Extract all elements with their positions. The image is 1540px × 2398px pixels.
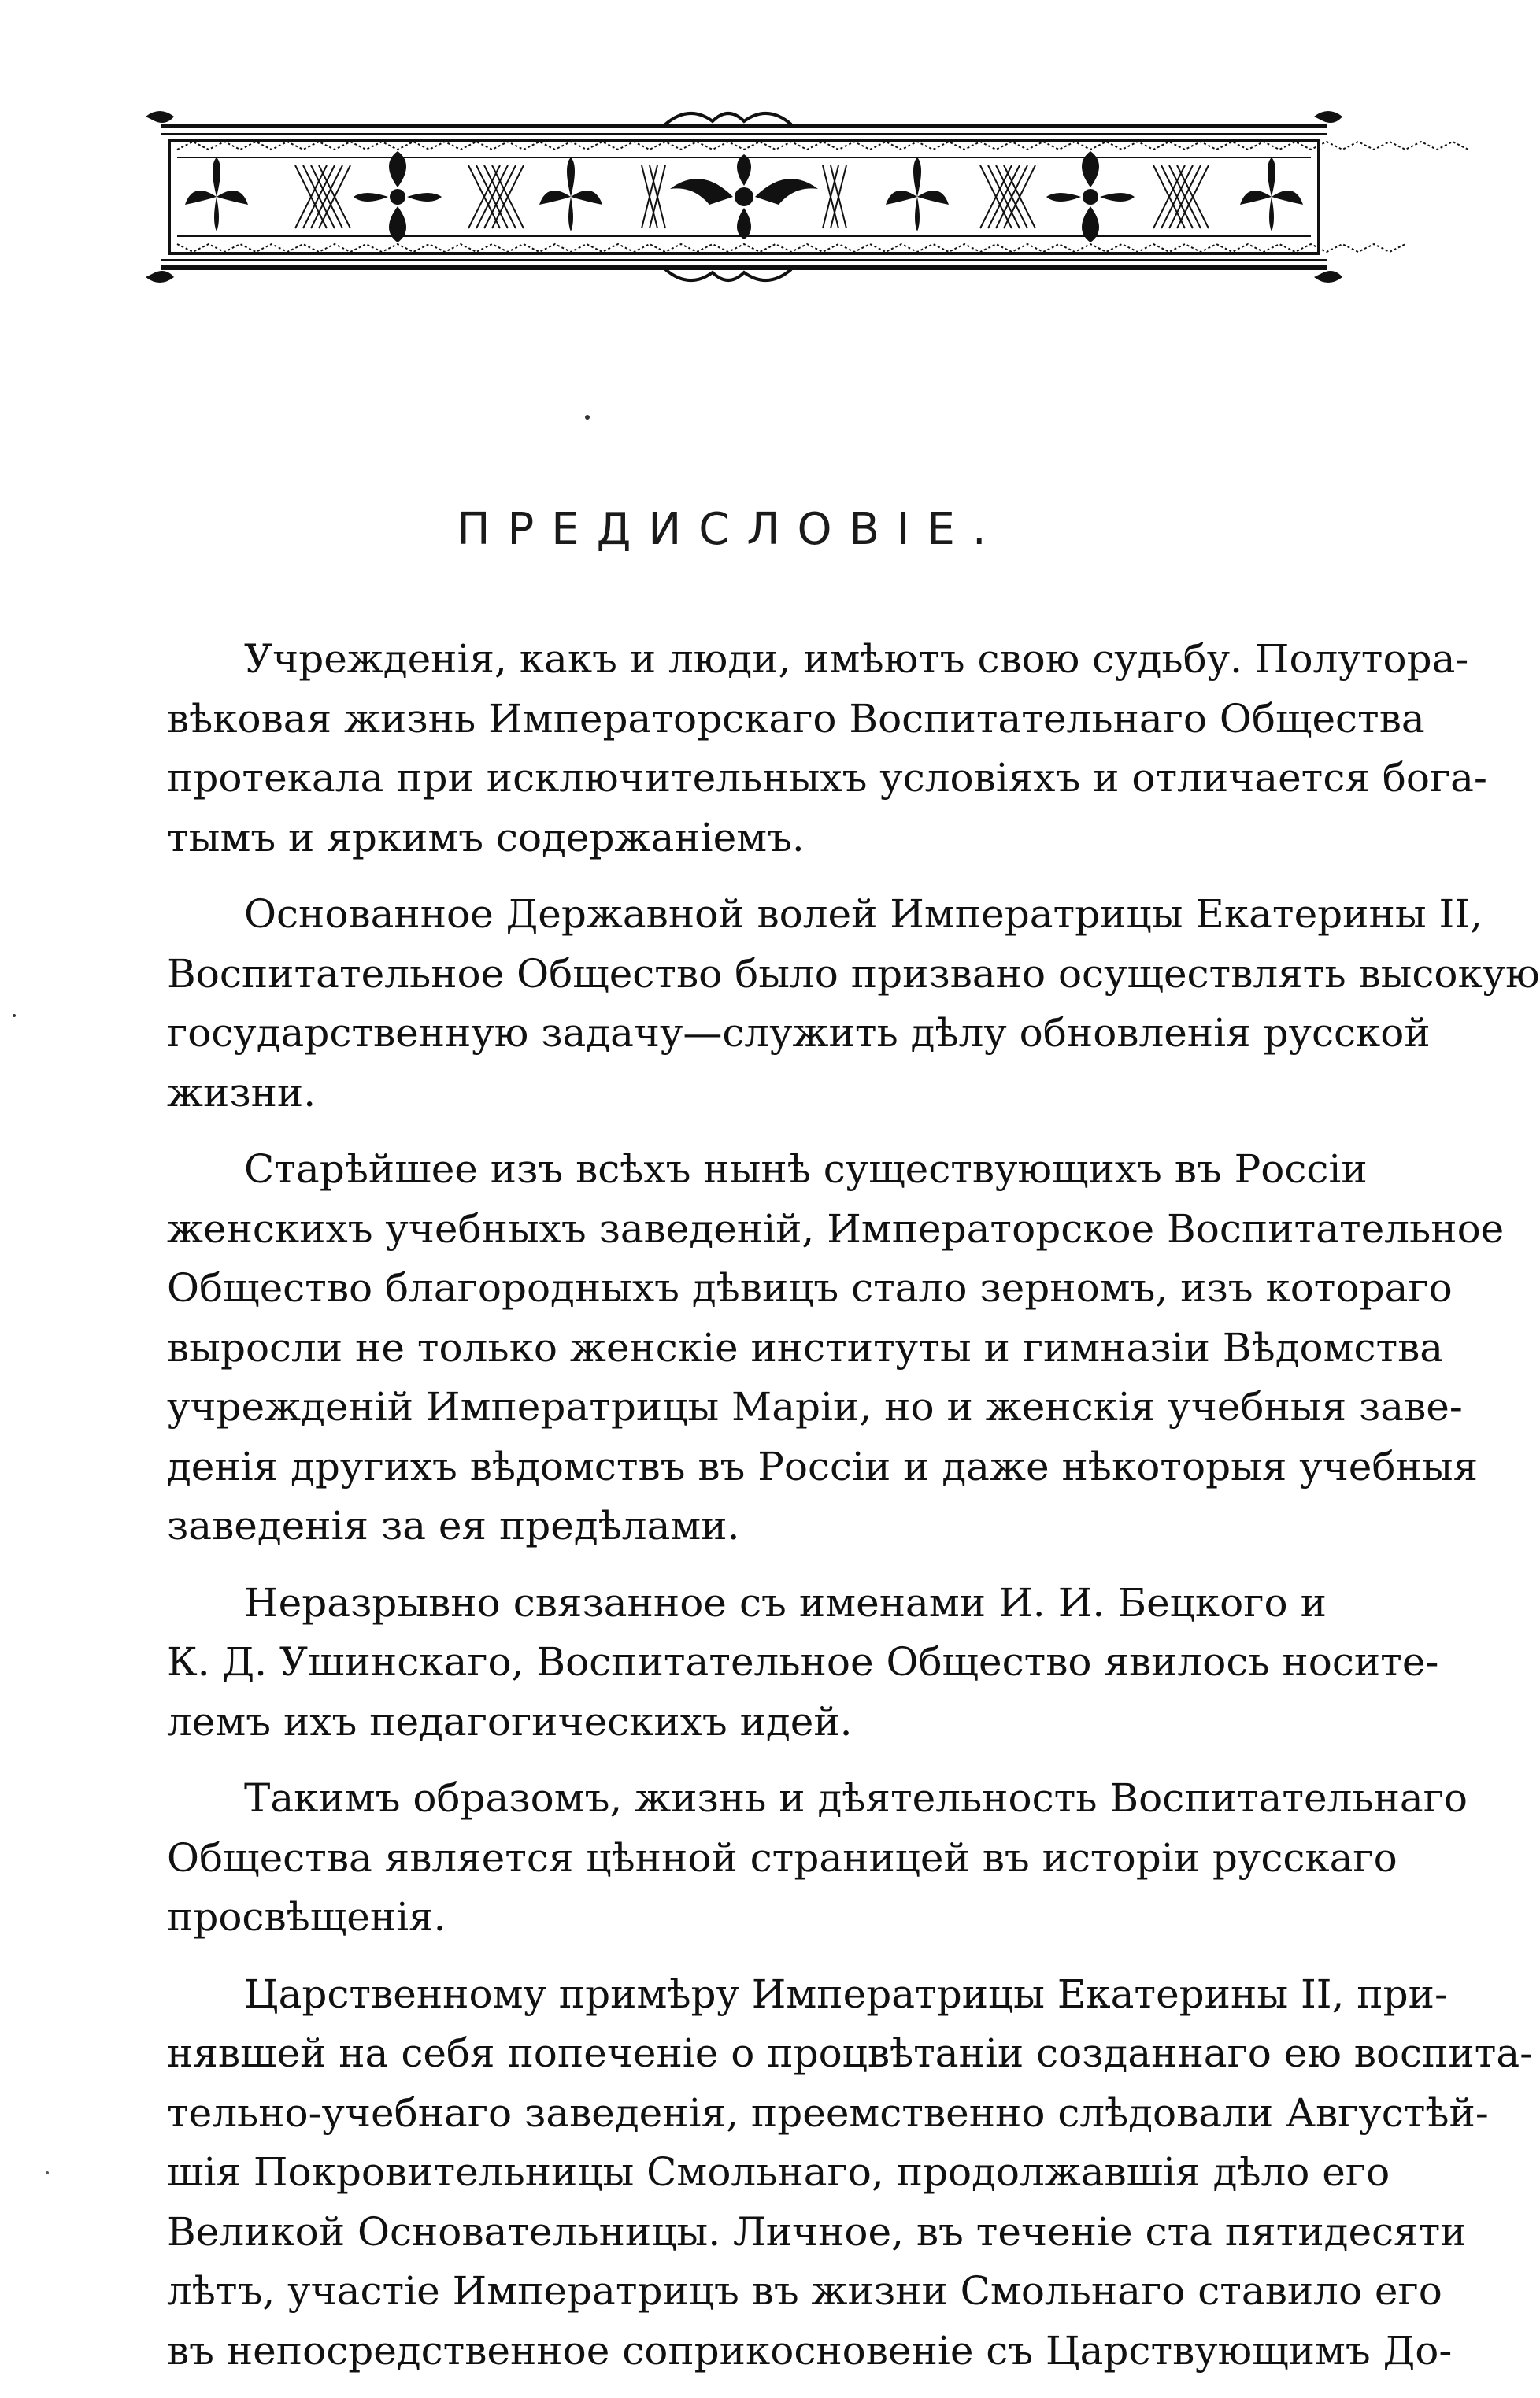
text-line: лемъ ихъ педагогическихъ идей. (167, 1698, 853, 1745)
text-line: К. Д. Ушинскаго, Воспитательное Общество явилось носите- (167, 1639, 1439, 1685)
text-line: протекала при исключительныхъ условіяхъ и отличается бога- (167, 755, 1487, 801)
text-line: жизни. (167, 1069, 317, 1116)
text-line: Воспитательное Общество было призвано осуществлять высокую (167, 950, 1540, 997)
text-line: Общество благородныхъ дѣвицъ стало зерномъ, изъ котораго (167, 1265, 1453, 1311)
text-line: Учрежденія, какъ и люди, имѣютъ свою судьбу. Полутора- (244, 636, 1469, 682)
body-text (167, 630, 1540, 2398)
text-line: Основанное Державной волей Императрицы Екатерины II, (244, 891, 1483, 937)
page-title: ПРЕДИСЛОВІЕ. (457, 504, 1004, 555)
text-line: просвѣщенія. (167, 1894, 446, 1940)
text-line: лѣтъ, участіе Императрицъ въ жизни Смольнаго ставило его (167, 2268, 1442, 2314)
paragraph (167, 1574, 1439, 1752)
text-line: шія Покровительницы Смольнаго, продолжавшія дѣло его (167, 2149, 1390, 2195)
text-line: денія другихъ вѣдомствъ въ Россіи и даже нѣкоторыя учебныя (167, 1443, 1479, 1489)
text-line: вѣковая жизнь Императорскаго Воспитательнаго Общества (167, 695, 1425, 742)
text-line: Великой Основательницы. Личное, въ теченіе ста пятидесяти (167, 2208, 1467, 2255)
text-line: Общества является цѣнной страницей въ исторіи русскаго (167, 1834, 1397, 1881)
paragraph (167, 1965, 1534, 2381)
paragraph (167, 885, 1540, 1123)
text-line: заведенія за ея предѣлами. (167, 1503, 740, 1549)
text-line: Старѣйшее изъ всѣхъ нынѣ существующихъ въ Россіи (244, 1146, 1368, 1192)
text-line: учрежденій Императрицы Маріи, но и женскія учебныя заве- (167, 1384, 1463, 1430)
text-line: нявшей на себя попеченіе о процвѣтаніи созданнаго ею воспита- (167, 2030, 1534, 2076)
text-line: тельно-учебнаго заведенія, преемственно слѣдовали Августѣй- (167, 2089, 1489, 2136)
paragraph (167, 630, 1487, 868)
text-line: женскихъ учебныхъ заведеній, Императорское Воспитательное (167, 1205, 1505, 1252)
text-line: Такимъ образомъ, жизнь и дѣятельность Воспитательнаго (244, 1775, 1468, 1821)
paragraph (167, 1140, 1505, 1556)
text-line: выросли не только женскіе институты и гимназіи Вѣдомства (167, 1324, 1444, 1371)
ornamental-headpiece-icon (146, 102, 1342, 291)
text-line: Царственному примѣру Императрицы Екатерины II, при- (244, 1971, 1448, 2017)
text-line: тымъ и яркимъ содержаніемъ. (167, 814, 805, 860)
text-line: въ непосредственное соприкосновеніе съ Царствующимъ До- (167, 2327, 1453, 2374)
text-line: Неразрывно связанное съ именами И. И. Бецкого и (244, 1579, 1327, 1626)
paragraph (167, 1769, 1468, 1948)
text-line: государственную задачу—служить дѣлу обновленія русской (167, 1010, 1431, 1056)
